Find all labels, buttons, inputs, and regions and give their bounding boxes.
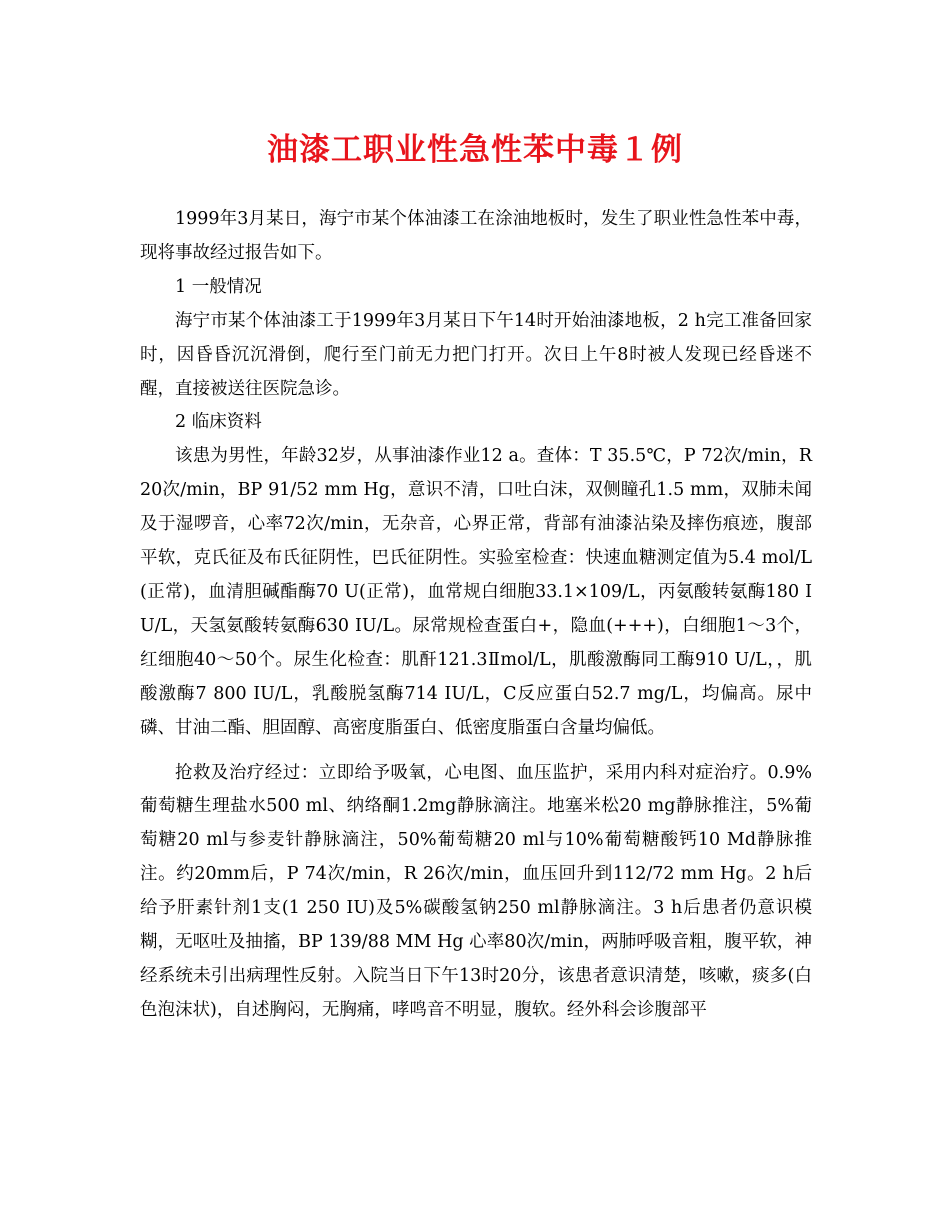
- document-body: [140, 203, 812, 1028]
- document-title: 油漆工职业性急性苯中毒１例: [267, 132, 683, 168]
- section-heading-general: 1 一般情况: [175, 276, 262, 297]
- paragraph-clinical: 该患为男性，年龄32岁，从事油漆作业12 a。查体：T 35.5℃，P 72次/min，R 20次/min，BP 91/52 mm Hg，意识不清，口吐白沫，双侧瞳孔1.5 mm，双肺未闻及于湿啰音，心率72次/min，无杂音，心界正常，背部有油漆沾染及摔伤痕迹，腹部平软，克氏征及布氏征阴性，巴氏征阴性。实验室检查：快速血糖测定值为5.4 mol/L(正常)，血清胆碱酯酶70 U(正常)，血常规白细胞33.1×109/L，丙氨酸转氨酶180 IU/L，天氢氨酸转氨酶630 IU/L。尿常规检查蛋白+，隐血(+++)，白细胞1～3个，红细胞40～50个。尿生化检查：肌酐121.3Ⅱmol/L，肌酸激酶同工酶910 U/L，，肌酸激酶7 800 IU/L，乳酸脱氢酶714 IU/L，C反应蛋白52.7 mg/L，均偏高。尿中磷、甘油二酯、胆固醇、高密度脂蛋白、低密度脂蛋白含量均偏低。: [140, 446, 812, 738]
- paragraph-intro: 1999年3月某日，海宁市某个体油漆工在涂油地板时，发生了职业性急性苯中毒，现将事故经过报告如下。: [140, 209, 812, 263]
- section-heading-clinical: 2 临床资料: [175, 412, 262, 433]
- paragraph-treatment: 抢救及治疗经过：立即给予吸氧，心电图、血压监护，采用内科对症治疗。0.9%葡萄糖生理盐水500 ml、纳络酮1.2mg静脉滴注。地塞米松20 mg静脉推注，5%葡萄糖20 ml与参麦针静脉滴注，50%葡萄糖20 ml与10%葡萄糖酸钙10 Md静脉推注。约20mm后，P 74次/min，R 26次/min，血压回升到112/72 mm Hg。2 h后给予肝素针剂1支(1 250 IU)及5%碳酸氢钠250 ml静脉滴注。3 h后患者仍意识模糊，无呕吐及抽搐，BP 139/88 MM Hg 心率80次/min，两肺呼吸音粗，腹平软，神经系统未引出病理性反射。入院当日下午13时20分，该患者意识清楚，咳嗽，痰多(白色泡沫状)，自述胸闷，无胸痛，哮鸣音不明显，腹软。经外科会诊腹部平: [140, 762, 812, 1020]
- paragraph-general: 海宁市某个体油漆工于1999年3月某日下午14时开始油漆地板，2 h完工准备回家时，因昏昏沉沉滑倒，爬行至门前无力把门打开。次日上午8时被人发现已经昏迷不醒，直接被送往医院急诊。: [140, 310, 812, 399]
